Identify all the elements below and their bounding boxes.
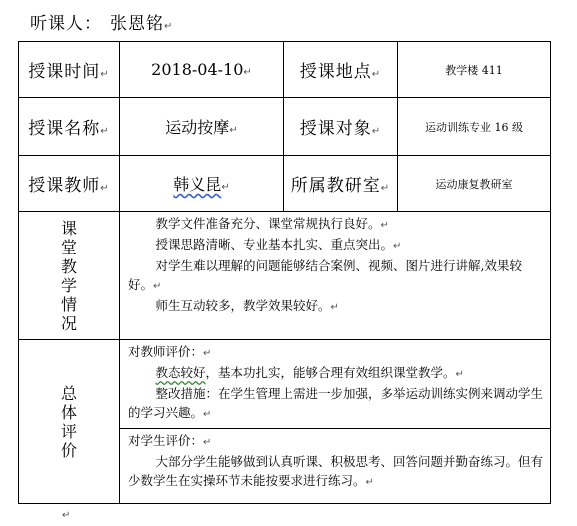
student-eval-heading: 对学生评价：↵ [128, 433, 212, 448]
situation-label-cell: 课 堂 教 学 情 况 [19, 212, 120, 340]
place-label-cell: 授课地点↵ [284, 42, 398, 98]
time-value-cell: 2018-04-10↵ [120, 42, 284, 98]
listener-line [30, 9, 173, 34]
teacher-eval-block [120, 340, 550, 428]
teacher-value-cell: 韩义昆↵ [120, 156, 284, 212]
situation-paragraph: 教学文件准备充分、课堂常规执行良好。↵ [155, 216, 389, 231]
end-paragraph-mark-icon: ↵ [62, 510, 71, 521]
course-label-cell: 授课名称↵ [19, 98, 120, 156]
place-value-cell: 教学楼 411 [398, 42, 551, 98]
course-value-cell: 运动按摩↵ [120, 98, 284, 156]
situation-content-cell [120, 212, 551, 340]
teacher-eval-heading: 对教师评价：↵ [128, 344, 212, 359]
dept-value-cell: 运动康复教研室 [398, 156, 551, 212]
evaluation-table [18, 41, 551, 504]
dept-label-cell: 所属教研室↵ [284, 156, 398, 212]
overall-content-cell [120, 340, 551, 504]
overall-label-cell: 总 体 评 价 [19, 340, 120, 504]
paragraph-mark-icon: ↵ [164, 21, 174, 32]
listener-label: 听课人： [30, 14, 102, 34]
table-row [19, 340, 551, 504]
listener-name: 张恩铭 [110, 14, 164, 34]
table-row [19, 42, 551, 98]
student-eval-para: 大部分学生能够做到认真听课、积极思考、回答问题并勤奋练习。但有少数学生在实操环节未能按要求进行练习。↵ [128, 454, 544, 488]
table-row [19, 212, 551, 340]
teacher-eval-para1: 教态较好，基本功扎实，能够合理有效组织课堂教学。↵ [155, 365, 464, 380]
situation-paragraph: 师生互动较多，教学效果较好。↵ [155, 298, 339, 313]
teacher-label-cell: 授课教师↵ [19, 156, 120, 212]
target-label-cell: 授课对象↵ [284, 98, 398, 156]
teacher-eval-para2: 整改措施：在学生管理上需进一步加强，多举运动训练实例来调动学生的学习兴趣。↵ [128, 386, 544, 420]
table-row [19, 98, 551, 156]
table-row [19, 156, 551, 212]
time-label-cell: 授课时间↵ [19, 42, 120, 98]
student-eval-block [120, 428, 550, 492]
situation-paragraph: 对学生难以理解的问题能够结合案例、视频、图片进行讲解,效果较好。↵ [128, 258, 522, 292]
target-value-cell: 运动训练专业 16 级 [398, 98, 551, 156]
situation-paragraph: 授课思路清晰、专业基本扎实、重点突出。↵ [155, 237, 402, 252]
